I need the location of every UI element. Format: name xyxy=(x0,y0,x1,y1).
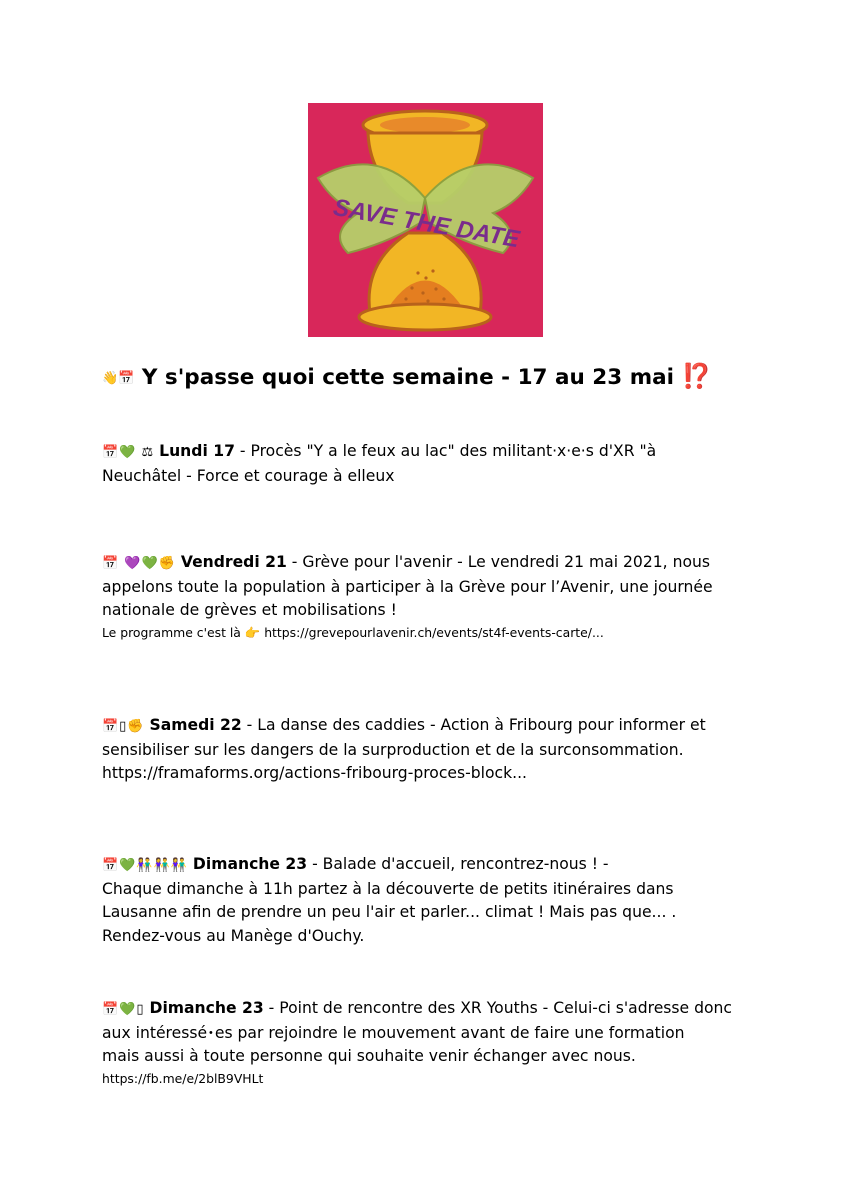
calendar-heart-scales-icon: 📅💚 ⚖ xyxy=(102,445,155,460)
event-day: Dimanche 23 xyxy=(149,999,264,1017)
event-line: aux intéressé･es par rejoindre le mouvement avant de faire une formation xyxy=(102,1023,685,1042)
page-title xyxy=(102,362,802,390)
event-lundi-17 xyxy=(102,440,782,488)
event-line: Neuchâtel - Force et courage à elleux xyxy=(102,466,395,485)
event-line: Chaque dimanche à 11h partez à la découverte de petits itinéraires dans xyxy=(102,879,674,898)
event-day: Dimanche 23 xyxy=(192,855,308,873)
calendar-fist-icon: 📅▯✊ xyxy=(102,719,145,734)
event-text: - Procès "Y a le feux au lac" des militant·x·e·s d'XR "à xyxy=(234,442,657,460)
event-dimanche-23-balade xyxy=(102,853,782,949)
event-line: sensibiliser sur les dangers de la surproduction et de la surconsommation. xyxy=(102,740,684,759)
event-text: - Balade d'accueil, rencontrez-nous ! - xyxy=(307,855,609,873)
event-dimanche-23-youths xyxy=(102,997,782,1089)
event-text: - La danse des caddies - Action à Fribourg pour informer et xyxy=(241,716,706,734)
event-text: - Grève pour l'avenir - Le vendredi 21 mai 2021, nous xyxy=(286,553,711,571)
page-title-text: Y s'passe quoi cette semaine - 17 au 23 mai xyxy=(141,365,674,390)
calendar-heart-people-icon: 📅💚👫👫👫 xyxy=(102,858,188,873)
svg-text:SAVE THE DATE: SAVE THE DATE xyxy=(331,193,522,254)
event-line: mais aussi à toute personne qui souhaite venir échanger avec nous. xyxy=(102,1047,636,1066)
event-day: Vendredi 21 xyxy=(180,553,287,571)
calendar-hearts-fist-icon: 📅 💜💚✊ xyxy=(102,556,176,571)
event-line: appelons toute la population à participer à la Grève pour l’Avenir, une journée xyxy=(102,577,713,596)
event-line: Lausanne afin de prendre un peu l'air et parler... climat ! Mais pas que... . xyxy=(102,903,677,922)
alert-icon: ⁉️ xyxy=(681,362,712,390)
event-link[interactable]: https://framaforms.org/actions-fribourg-proces-block... xyxy=(102,764,528,783)
event-vendredi-21 xyxy=(102,551,782,643)
event-link[interactable]: https://fb.me/e/2blB9VHLt xyxy=(102,1071,264,1087)
save-the-date-poster xyxy=(308,103,543,337)
event-day: Lundi 17 xyxy=(159,442,235,460)
event-link[interactable]: Le programme c'est là 👉 https://grevepourlavenir.ch/events/st4f-events-carte/... xyxy=(102,625,604,641)
event-line: nationale de grèves et mobilisations ! xyxy=(102,601,397,620)
event-samedi-22 xyxy=(102,714,782,786)
wave-calendar-icon: 👋📅 xyxy=(102,371,135,386)
calendar-heart-icon: 📅💚▯ xyxy=(102,1002,145,1017)
event-day: Samedi 22 xyxy=(149,716,242,734)
event-line: Rendez-vous au Manège d'Ouchy. xyxy=(102,927,365,946)
event-text: - Point de rencontre des XR Youths - Celui-ci s'adresse donc xyxy=(263,999,732,1017)
save-the-date-text xyxy=(308,103,543,337)
